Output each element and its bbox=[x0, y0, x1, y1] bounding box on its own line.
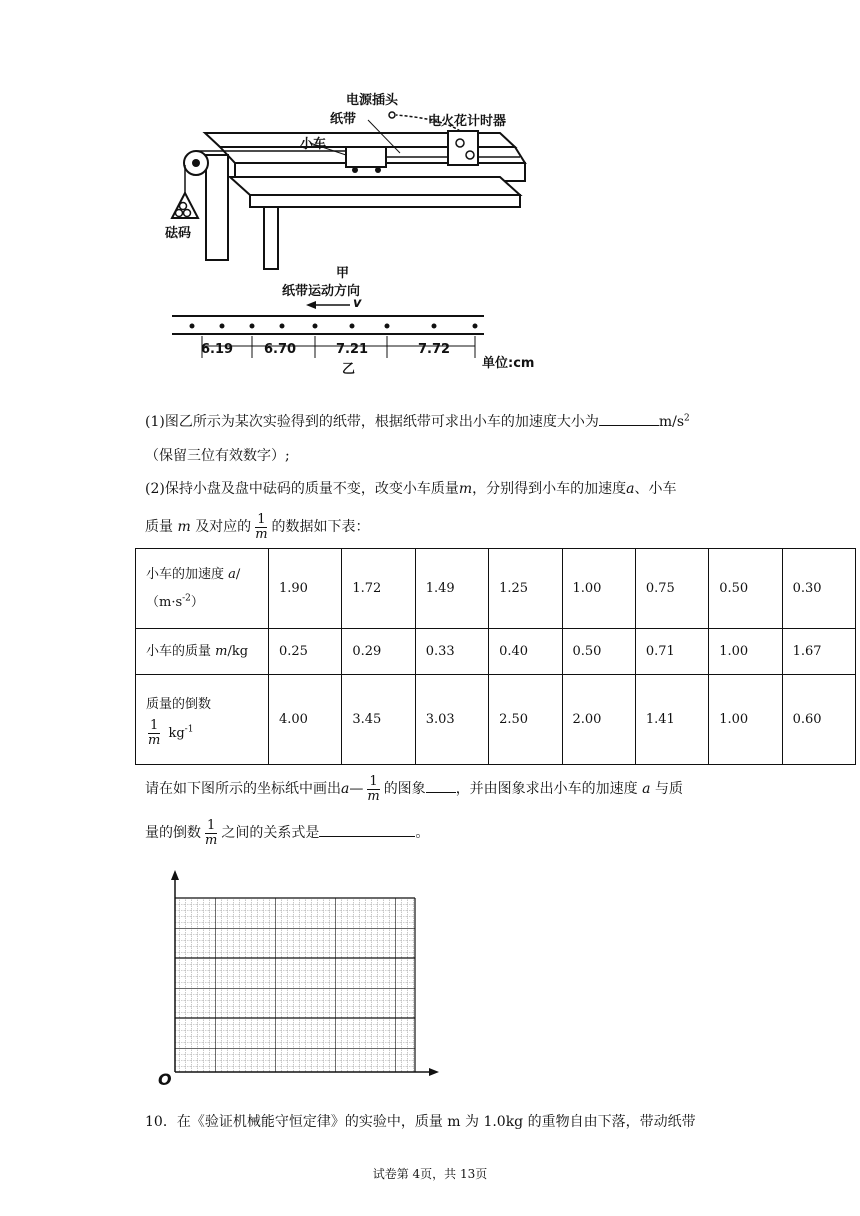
question-10: 10．在《验证机械能守恒定律》的实验中，质量 m 为 1.0kg 的重物自由下落，带动纸带 bbox=[145, 1114, 696, 1130]
table-cell: 1.25 bbox=[489, 549, 562, 629]
apparatus-figure bbox=[160, 85, 580, 300]
question-1-unit-sup: 2 bbox=[684, 413, 690, 424]
power-plug-label: 电源插头 bbox=[346, 93, 399, 108]
table-cell: 1.00 bbox=[709, 629, 782, 675]
question-2-line-2: 质量 m 及对应的 $\frac{1}{m}$ 的数据如下表： bbox=[145, 511, 370, 542]
paper-tape-label: 纸带 bbox=[330, 112, 357, 127]
table-cell: 1.49 bbox=[415, 549, 488, 629]
question-1-note: （保留三位有效数字）; bbox=[145, 448, 290, 464]
tape-direction-label: 纸带运动方向 bbox=[282, 284, 361, 299]
table-cell: 4.00 bbox=[269, 675, 342, 765]
x-axis-arrow bbox=[429, 1068, 439, 1076]
table-cell: 0.60 bbox=[782, 675, 855, 765]
figure-yi-caption: 乙 bbox=[342, 362, 356, 377]
page-footer: 试卷第 4页，共 13页 bbox=[372, 1167, 488, 1181]
question-1 bbox=[145, 411, 690, 432]
table-cell: 3.03 bbox=[415, 675, 488, 765]
graph-paper bbox=[155, 868, 445, 1088]
table-row-inverse-mass bbox=[136, 675, 856, 765]
cart-label: 小车 bbox=[300, 137, 327, 152]
answer-blank-acceleration bbox=[599, 411, 659, 426]
table-cell: 0.40 bbox=[489, 629, 562, 675]
table-cell: 0.75 bbox=[635, 549, 708, 629]
answer-blank-graph bbox=[426, 778, 456, 793]
row-header-acceleration: 小车的加速度 a/ $(m\cdot s^{-2})$ bbox=[136, 549, 269, 629]
answer-blank-relation bbox=[319, 822, 415, 837]
weights-label: 砝码 bbox=[165, 226, 192, 241]
table-cell: 3.45 bbox=[342, 675, 415, 765]
table-cell: 1.00 bbox=[562, 549, 635, 629]
origin-label: O bbox=[158, 1070, 172, 1089]
table-cell: 1.67 bbox=[782, 629, 855, 675]
table-cell: 0.29 bbox=[342, 629, 415, 675]
table-cell: 0.50 bbox=[709, 549, 782, 629]
velocity-symbol: v bbox=[353, 296, 362, 311]
table-cell: 1.90 bbox=[269, 549, 342, 629]
question-2b-line-1: 请在如下图所示的坐标纸中画出a— $\frac{1}{m}$ 的图象 ，并由图象求出小车的加速度 a 与质 bbox=[145, 773, 683, 804]
figure-jia-caption: 甲 bbox=[336, 266, 350, 281]
table-cell: 2.50 bbox=[489, 675, 562, 765]
tape-unit-label: 单位:cm bbox=[482, 356, 535, 371]
question-1-unit: m/s bbox=[658, 414, 685, 430]
table-cell: 0.30 bbox=[782, 549, 855, 629]
table-cell: 0.33 bbox=[415, 629, 488, 675]
tape-segment-4: 7.72 bbox=[418, 342, 451, 357]
question-1-text: (1)图乙所示为某次实验得到的纸带，根据纸带可求出小车的加速度大小为 bbox=[145, 414, 599, 430]
table-cell: 0.50 bbox=[562, 629, 635, 675]
grid-major bbox=[175, 898, 415, 1072]
question-2b-line-2: 量的倒数 $\frac{1}{m}$ 之间的关系式是 。 bbox=[145, 817, 430, 848]
y-axis-arrow bbox=[171, 870, 179, 880]
table-row-mass bbox=[136, 629, 856, 675]
table-cell: 1.41 bbox=[635, 675, 708, 765]
spark-timer-label: 电火花计时器 bbox=[428, 114, 507, 129]
tape-segment-2: 6.70 bbox=[264, 342, 297, 357]
table-cell: 0.25 bbox=[269, 629, 342, 675]
table-cell: 0.71 bbox=[635, 629, 708, 675]
table-cell: 2.00 bbox=[562, 675, 635, 765]
question-2-line-1: (2)保持小盘及盘中砝码的质量不变，改变小车质量m，分别得到小车的加速度a、小车 bbox=[145, 481, 677, 497]
table-cell: 1.72 bbox=[342, 549, 415, 629]
data-table bbox=[135, 548, 856, 765]
row-header-inverse-mass: 质量的倒数 $\frac{1}{m}$ $kg^{-1}$ bbox=[136, 675, 269, 765]
table-cell: 1.00 bbox=[709, 675, 782, 765]
tape-segment-1: 6.19 bbox=[201, 342, 234, 357]
tape-segment-3: 7.21 bbox=[336, 342, 369, 357]
row-header-mass: 小车的质量 m/kg bbox=[136, 629, 269, 675]
table-row-acceleration bbox=[136, 549, 856, 629]
fraction-one-over-m: $\frac{1}{m}$ bbox=[255, 511, 268, 542]
